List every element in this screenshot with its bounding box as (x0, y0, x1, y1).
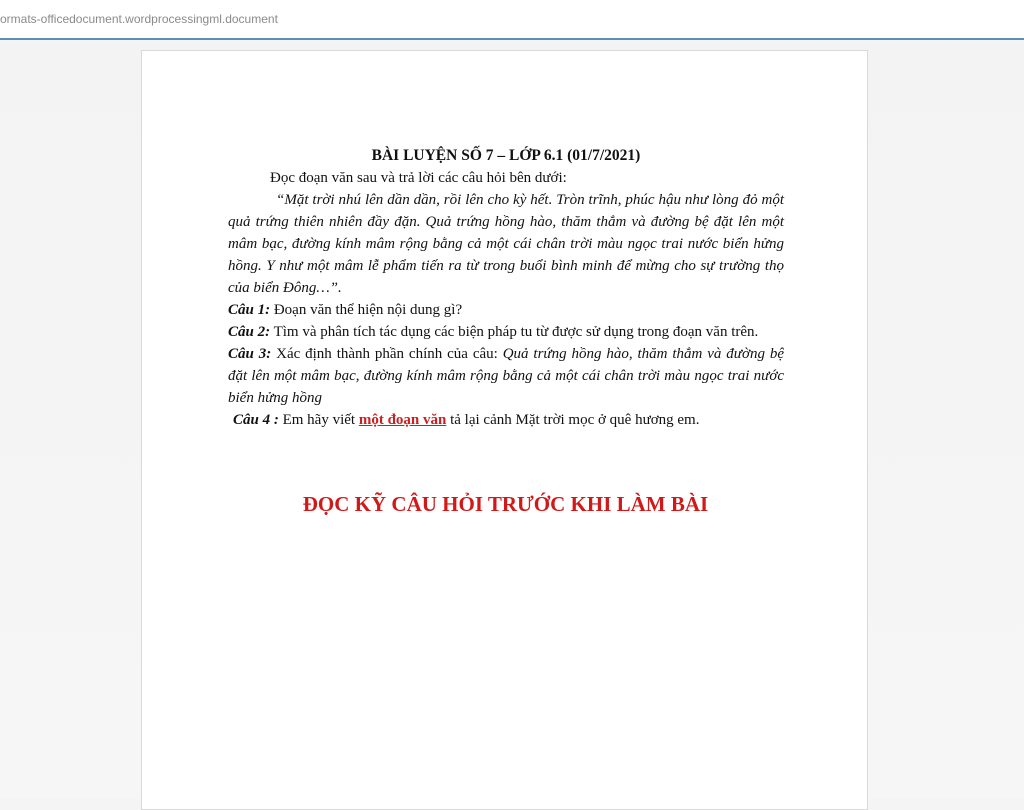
question-4-text-after: tả lại cảnh Mặt trời mọc ở quê hương em. (446, 412, 700, 428)
question-2-text: Tìm và phân tích tác dụng các biện pháp tu từ được sử dụng trong đoạn văn trên. (270, 324, 759, 340)
question-2-label: Câu 2: (228, 324, 271, 340)
question-3-label: Câu 3: (228, 346, 272, 362)
question-4-link[interactable]: một đoạn văn (358, 412, 447, 428)
question-2 (228, 321, 784, 343)
question-1-label: Câu 1: (228, 302, 271, 318)
question-4 (228, 409, 784, 431)
question-3-text: Xác định thành phần chính của câu: (271, 346, 503, 362)
page-content (228, 145, 784, 431)
question-1 (228, 299, 784, 321)
question-3-quote: Quả trứng hồng hào, thăm thẳm và đường bệ đặt lên một mâm bạc, đường kính mâm rộng bằng cả một cái chân trời màu ngọc trai nước biển hửng hồng (228, 346, 785, 406)
document-page (141, 50, 868, 810)
doc-passage: “Mặt trời nhú lên dần dần, rồi lên cho kỳ hết. Tròn trĩnh, phúc hậu như lòng đỏ một quả trứng thiên nhiên đầy đặn. Quả trứng hồng hào, thăm thẳm và đường bệ đặt lên một mâm bạc, đường kính mâm rộng bằng cả một cái chân trời màu ngọc trai nước biển hửng hồng. Y như một mâm lễ phẩm tiến ra từ trong buổi bình minh để mừng cho sự trường thọ của biển Đông…”. (228, 192, 784, 296)
doc-intro: Đọc đoạn văn sau và trả lời các câu hỏi bên dưới: (270, 170, 567, 186)
question-3 (228, 343, 784, 409)
question-1-text: Đoạn văn thể hiện nội dung gì? (270, 302, 463, 318)
doc-title: BÀI LUYỆN SỐ 7 – LỚP 6.1 (01/7/2021) (371, 147, 641, 164)
file-name: ormats-officedocument.wordprocessingml.document (0, 12, 278, 26)
viewer-toolbar (0, 0, 1024, 40)
question-4-text-before: Em hãy viết (278, 412, 359, 428)
notice-heading: ĐỌC KỸ CÂU HỎI TRƯỚC KHI LÀM BÀI (302, 492, 709, 516)
question-4-label: Câu 4 : (233, 412, 279, 428)
document-viewer[interactable] (0, 42, 1024, 799)
